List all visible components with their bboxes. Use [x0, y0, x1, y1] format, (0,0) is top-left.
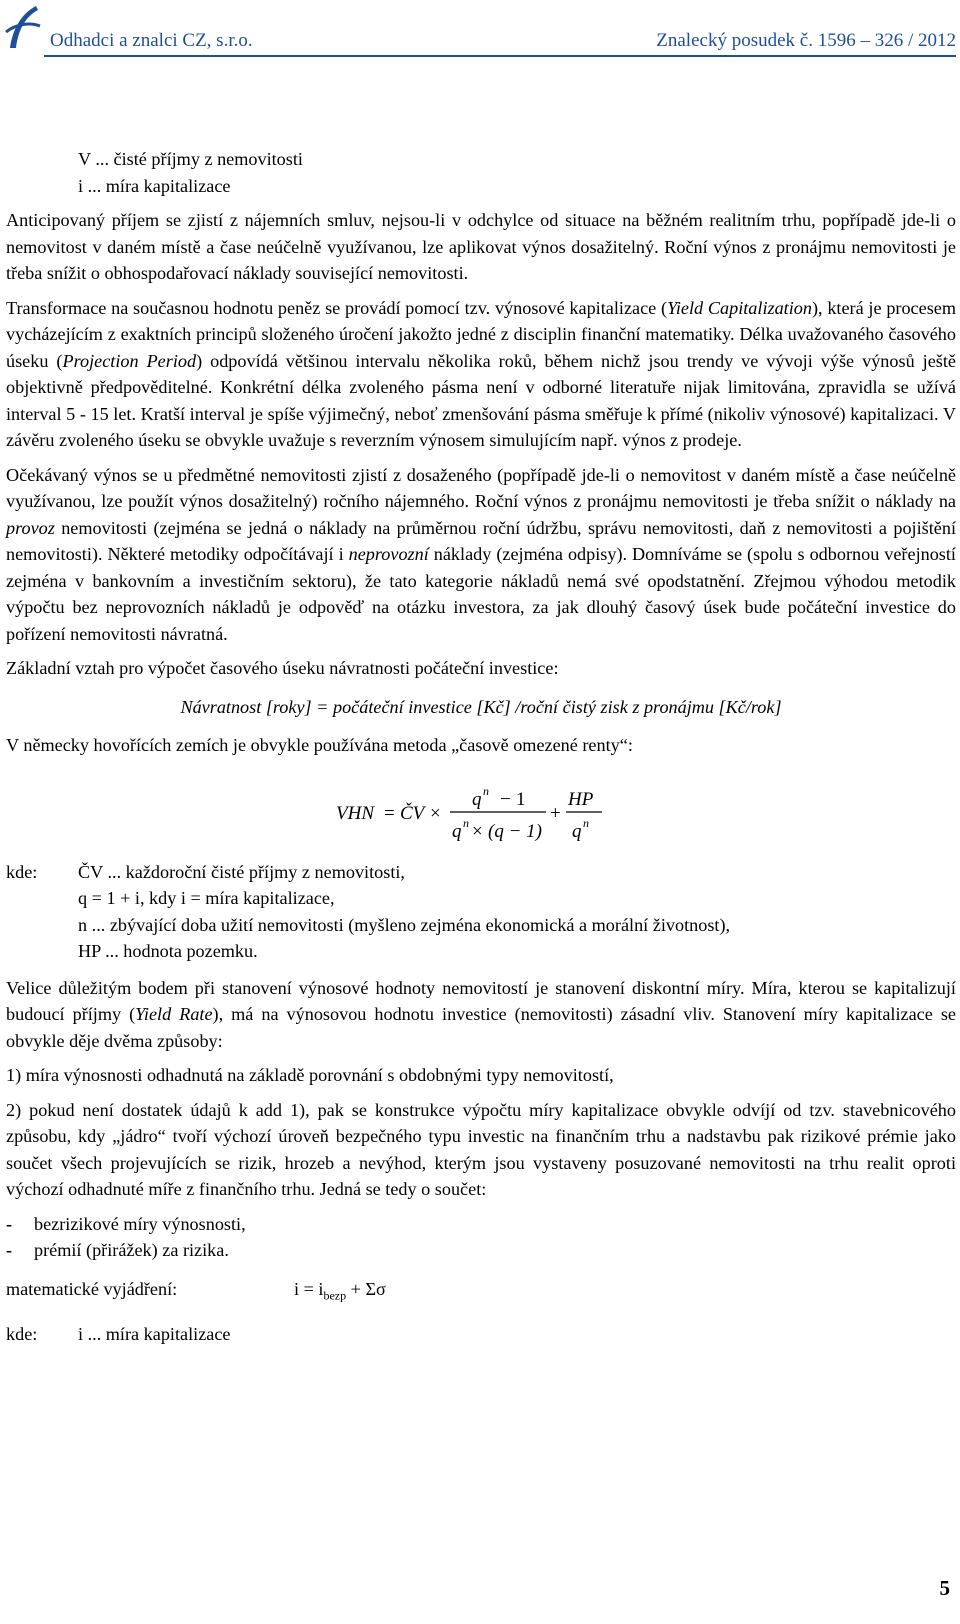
paragraph-expected-yield: Očekávaný výnos se u předmětné nemovitosti zjistí z dosaženého (popřípadě jde-li o nemovitost v daném místě a čase neúčelně využívanou, lze použít výnos dosažitelný) ročního nájemného. Roční výnos z pronájmu nemovitosti je třeba snížit o náklady na provoz nemovitosti (zejména se jedná o náklady na průměrnou roční údržbu, správu nemovitosti, daň z nemovitosti a pojištění nemovitosti). Některé metodiky odpočítávají i neprovozní náklady (zejména odpisy). Domníváme se (spolu s odbornou veřejností zejména v bankovním a investičním sektoru), že tato kategorie nákladů nemá své opodstatnění. Zřejmou výhodou metodik výpočtu bez neprovozních nákladů je odpověď na otázku investora, za jak dlouhý časový úsek bude počáteční investice do pořízení nemovitosti návratná. — [6, 464, 956, 644]
definitions-block-2: kde: i ... míra kapitalizace — [6, 1323, 231, 1344]
page-header — [0, 0, 960, 60]
paragraph-german-method: V německy hovořících zemích je obvykle používána metoda „časově omezené renty“: — [6, 735, 633, 755]
svg-text:+: + — [550, 802, 561, 824]
svg-text:ČV: ČV — [400, 802, 425, 824]
definition-v: V ... čisté příjmy z nemovitosti — [78, 149, 303, 169]
svg-text:HP: HP — [568, 788, 594, 810]
svg-text:n: n — [583, 815, 589, 830]
definition-item: n ... zbývající doba užití nemovitosti (myšleno zejména ekonomická a morální životnost), — [78, 914, 731, 935]
svg-text:q: q — [472, 788, 482, 810]
svg-text:(q − 1): (q − 1) — [488, 820, 542, 842]
svg-text:−: − — [500, 788, 511, 810]
page-number: 5 — [939, 1576, 950, 1600]
svg-text:×: × — [430, 802, 441, 824]
paragraph-anticipated-income: Anticipovaný příjem se zjistí z nájemních smluv, nejsou-li v odchylce od situace na běžném realitním trhu, popřípadě jde-li o nemovitost v daném místě a čase neúčelně využívanou, lze aplikovat výnos dosažitelný. Roční výnos z pronájmu nemovitosti je třeba snížit o obhospodařovací náklady související nemovitosti. — [6, 210, 956, 283]
paragraph-basic-relation: Základní vztah pro výpočet časového úseku návratnosti počáteční investice: — [6, 658, 559, 678]
formula-vhn-graphic — [306, 767, 626, 853]
definition-item: ČV ... každoroční čisté příjmy z nemovitosti, — [78, 861, 405, 882]
definition-item: q = 1 + i, kdy i = míra kapitalizace, — [78, 888, 335, 908]
company-name: Odhadci a znalci CZ, s.r.o. — [50, 30, 253, 51]
svg-text:=: = — [384, 802, 395, 824]
svg-text:n: n — [463, 815, 469, 830]
svg-text:n: n — [483, 783, 489, 798]
svg-text:1: 1 — [516, 788, 526, 810]
math-expression: matematické vyjádření: $i = i_{bezp} + \Sigma\sigma$ — [6, 1278, 386, 1303]
formula-vhn — [6, 767, 956, 853]
definition-item: HP ... hodnota pozemku. — [78, 941, 258, 961]
formula-payback: Návratnost [roky] = počáteční investice [Kč] /roční čistý zisk z pronájmu [Kč/rok] — [180, 696, 782, 717]
svg-text:q: q — [572, 820, 582, 842]
definition-i: i ... míra kapitalizace — [78, 175, 231, 196]
svg-text:VHN: VHN — [336, 802, 374, 824]
company-logo-icon — [2, 2, 42, 52]
paragraph-method-2: 2) pokud není dostatek údajů k add 1), pak se konstrukce výpočtu míry kapitalizace obvykle odvíjí od tzv. stavebnicového způsobu, kdy „jádro“ tvoří výchozí úroveň bezpečného typu investic na finančním trhu a nadstavbu pak rizikové prémie jako součet všech projevujících se rizik, hrozeb a nevýhod, kterým jsou vystaveny posuzované nemovitosti na trhu realit oproti výchozí odhadnuté míře z finančního trhu. Jedná se tedy o součet: — [6, 1099, 956, 1199]
document-body — [6, 146, 956, 1347]
definitions-block: kde: ČV ... každoroční čisté příjmy z nemovitosti, q = 1 + i, kdy i = míra kapitalizace, n ... zbývající doba užití nemovitosti (myšleno zejména ekonomická a morální životnost), HP ... hodnota pozemku. — [6, 859, 956, 965]
svg-text:×: × — [472, 820, 483, 842]
svg-text:q: q — [452, 820, 462, 842]
list-item: - prémií (přirážek) za rizika. — [6, 1240, 229, 1260]
paragraph-transformation: Transformace na současnou hodnotu peněz se provádí pomocí tzv. výnosové kapitalizace (Yield Capitalization), která je procesem vycházejícím z exaktních principů složeného úročení jakožto jedné z disciplin finanční matematiky. Délka uvažovaného časového úseku (Projection Period) odpovídá většinou intervalu několika roků, během nichž jsou trendy ve vývoji výše výnosů ještě objektivně předpověditelné. Konkrétní délka zvoleného pásma není v odborné literatuře nijak limitována, zpravidla se užívá interval 5 - 15 let. Kratší interval je spíše výjimečný, neboť zmenšování pásma směřuje k přímé (nikoliv výnosové) kapitalizaci. V závěru zvoleného úseku se obvykle uvažuje s reverzním výnosem simulujícím např. výnos z prodeje. — [6, 297, 957, 450]
list-item: - bezrizikové míry výnosnosti, — [6, 1213, 246, 1234]
paragraph-method-1: 1) míra výnosnosti odhadnutá na základě porovnání s obdobnými typy nemovitostí, — [6, 1065, 614, 1085]
document-number: Znalecký posudek č. 1596 – 326 / 2012 — [656, 30, 956, 51]
header-rule — [44, 55, 956, 57]
paragraph-discount-rate: Velice důležitým bodem při stanovení výnosové hodnoty nemovitostí je stanovení diskontní míry. Míra, kterou se kapitalizují budoucí příjmy (Yield Rate), má na výnosovou hodnotu investice (nemovitosti) zásadní vliv. Stanovení míry kapitalizace se obvykle děje dvěma způsoby: — [6, 977, 956, 1051]
